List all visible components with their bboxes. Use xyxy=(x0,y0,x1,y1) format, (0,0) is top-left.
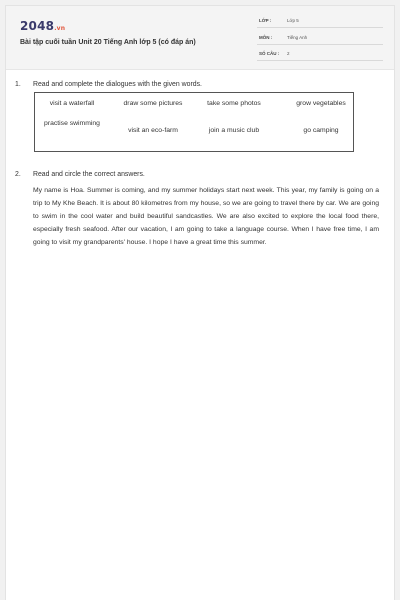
document-title: Bài tập cuối tuần Unit 20 Tiếng Anh lớp 5 (có đáp án) xyxy=(20,39,196,46)
meta-key: LỚP : xyxy=(259,18,272,23)
word-option: take some photos xyxy=(207,100,261,107)
logo-suffix: .vn xyxy=(54,25,66,32)
meta-value: Tiếng Anh xyxy=(287,35,308,40)
logo-text: 2048 xyxy=(20,19,55,33)
meta-row-class xyxy=(257,17,383,28)
meta-value: 2 xyxy=(287,51,290,56)
meta-row-question-count xyxy=(257,50,383,61)
question-number: 2. xyxy=(15,171,21,178)
question-number: 1. xyxy=(15,81,21,88)
word-option: join a music club xyxy=(208,127,260,134)
word-option: visit a waterfall xyxy=(49,100,95,107)
document-header xyxy=(6,6,394,70)
reading-passage: My name is Hoa. Summer is coming, and my summer holidays start next week. This year, my family is going on a trip to My Khe Beach. It is about 80 kilometres from my house, so we are going to travel there by car. We are going to swim in the cool water and build beautiful sandcastles. We are also excited to explore the local food there, especially fresh seafood. After our vacation, I am going to take a language course. When I have free time, I am going to visit my grandparents' house. I hope I have a great time this summer. xyxy=(33,187,379,246)
word-option: go camping xyxy=(303,127,339,134)
question-stem: Read and complete the dialogues with the given words. xyxy=(33,81,202,88)
word-option: draw some pictures xyxy=(123,100,183,107)
meta-key: SỐ CÂU : xyxy=(259,51,280,56)
meta-value: Lớp 5 xyxy=(287,18,299,23)
word-bank-box xyxy=(34,92,354,152)
site-logo[interactable] xyxy=(20,19,65,33)
word-option: visit an eco-farm xyxy=(128,127,178,134)
meta-row-subject xyxy=(257,34,383,45)
word-option: grow vegetables xyxy=(296,100,346,107)
word-option: practise swimming xyxy=(44,120,100,127)
question-stem: Read and circle the correct answers. xyxy=(33,171,145,178)
meta-key: MÔN : xyxy=(259,35,273,40)
